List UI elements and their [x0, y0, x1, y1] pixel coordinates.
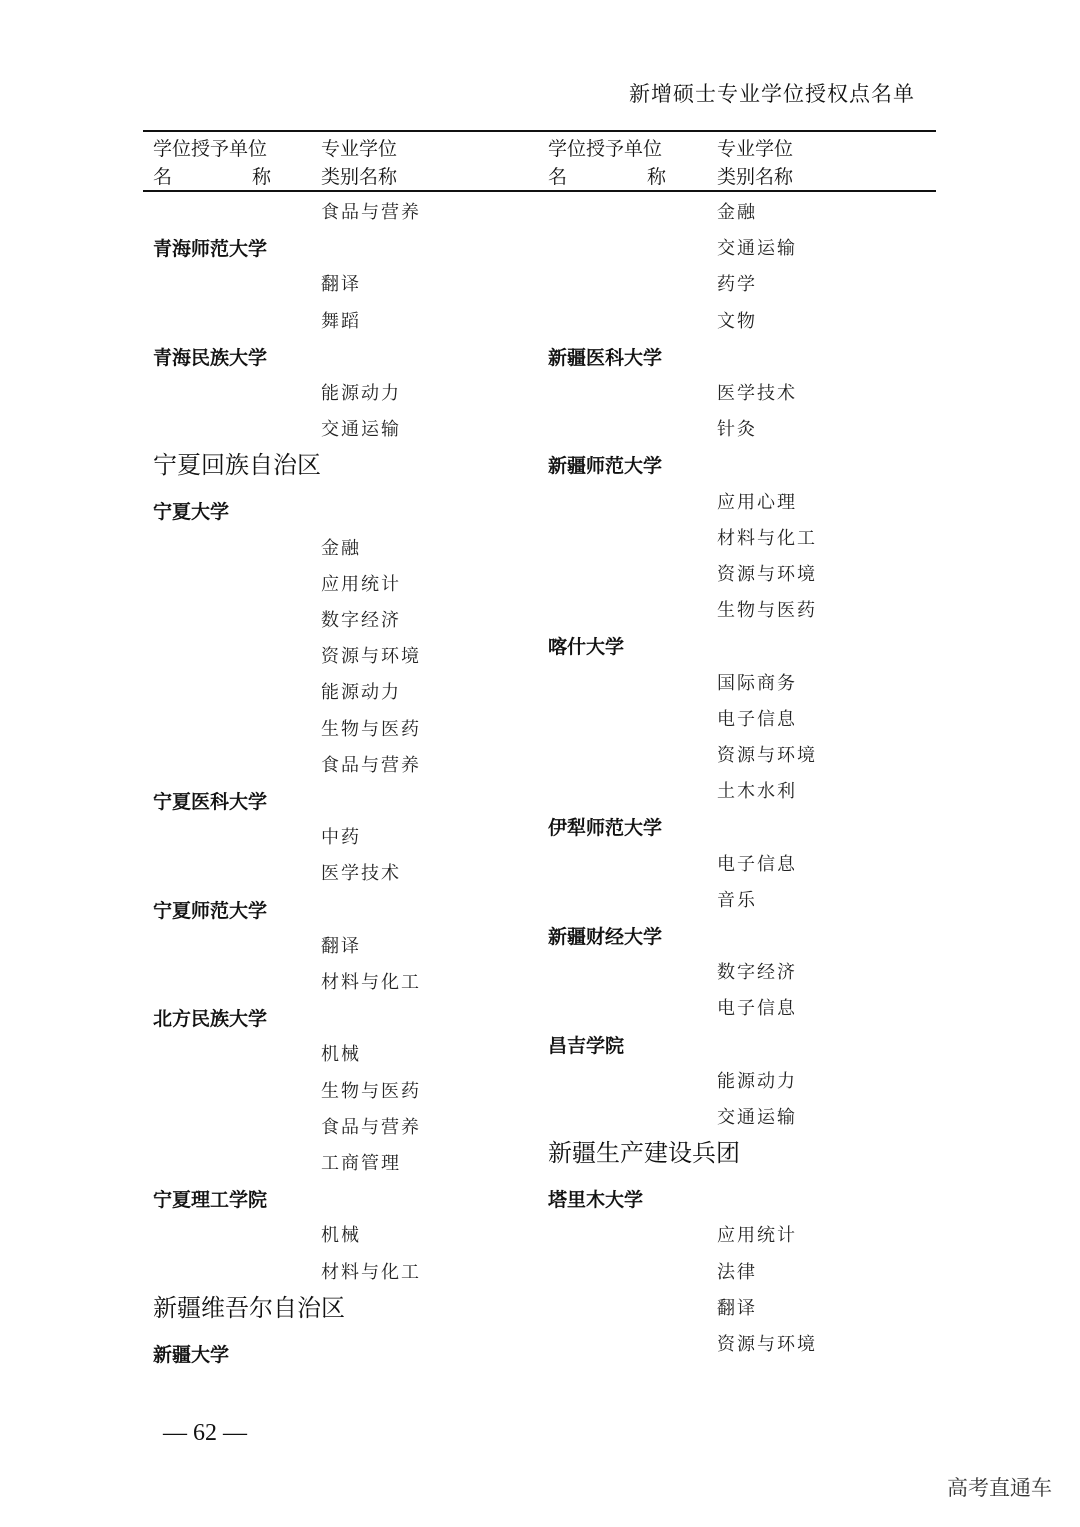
left-degree-category: 生物与医药	[321, 718, 421, 740]
left-degree-category: 能源动力	[321, 682, 401, 704]
right-degree-category: 土木水利	[717, 781, 797, 803]
left-degree-category: 中药	[321, 827, 361, 849]
left-degree-category: 翻译	[321, 274, 361, 296]
right-unit-header-line1: 学位授予单位	[548, 138, 663, 160]
left-university-name: 宁夏理工学院	[153, 1189, 268, 1212]
left-degree-category: 金融	[321, 537, 361, 559]
left-degree-category: 食品与营养	[321, 1116, 421, 1138]
right-degree-category: 资源与环境	[717, 564, 817, 585]
left-unit-header-char-b: 称	[251, 166, 271, 188]
right-degree-category: 音乐	[717, 889, 757, 911]
left-degree-category: 交通运输	[321, 419, 401, 441]
right-degree-category: 交通运输	[717, 1107, 797, 1128]
right-university-name: 新疆医科大学	[548, 346, 663, 369]
left-unit-header	[153, 135, 271, 191]
right-degree-category: 国际商务	[717, 672, 797, 694]
table-header-rule	[143, 190, 936, 192]
left-degree-category: 舞蹈	[321, 310, 361, 332]
left-unit-header-line1: 学位授予单位	[153, 138, 268, 160]
left-degree-category: 机械	[321, 1225, 361, 1247]
page-number: — 62 —	[163, 1420, 247, 1446]
right-type-header-line1: 专业学位	[717, 138, 794, 160]
left-university-name: 青海民族大学	[153, 346, 268, 369]
right-degree-category: 应用统计	[717, 1225, 797, 1247]
right-degree-category: 药学	[717, 274, 757, 296]
right-degree-category: 电子信息	[717, 998, 797, 1020]
right-university-name: 伊犁师范大学	[548, 817, 663, 840]
right-degree-category: 法律	[717, 1261, 757, 1283]
right-degree-category: 金融	[717, 202, 757, 223]
right-degree-category: 数字经济	[717, 962, 797, 984]
right-university-name: 新疆财经大学	[548, 926, 663, 948]
right-unit-header	[548, 135, 666, 191]
right-degree-category: 文物	[717, 310, 757, 332]
right-unit-header-char-a: 名	[548, 166, 568, 188]
left-degree-category: 工商管理	[321, 1152, 401, 1174]
right-type-header-line2: 类别名称	[717, 166, 794, 188]
left-degree-category: 材料与化工	[321, 1261, 421, 1283]
left-university-name: 青海师范大学	[153, 238, 268, 261]
left-region-heading: 新疆维吾尔自治区	[153, 1293, 345, 1322]
left-type-header	[321, 135, 397, 191]
left-degree-category: 应用统计	[321, 573, 401, 595]
right-degree-category: 材料与化工	[717, 527, 817, 549]
left-degree-category: 资源与环境	[321, 646, 421, 668]
right-degree-category: 生物与医药	[717, 600, 817, 622]
right-degree-category: 针灸	[717, 419, 757, 441]
right-unit-header-line2	[548, 163, 666, 191]
left-degree-category: 能源动力	[321, 383, 401, 404]
left-type-header-line2: 类别名称	[321, 166, 398, 188]
right-degree-category: 电子信息	[717, 708, 797, 730]
left-university-name: 宁夏医科大学	[153, 790, 268, 813]
right-degree-category: 翻译	[717, 1297, 757, 1319]
left-type-header-line1: 专业学位	[321, 138, 398, 160]
left-degree-category: 数字经济	[321, 609, 401, 631]
right-university-name: 新疆师范大学	[548, 455, 663, 478]
right-degree-category: 交通运输	[717, 238, 797, 260]
left-degree-category: 生物与医药	[321, 1080, 421, 1102]
left-unit-header-char-a: 名	[153, 166, 173, 188]
left-degree-category: 机械	[321, 1044, 361, 1066]
left-degree-category: 材料与化工	[321, 971, 421, 993]
right-unit-header-char-b: 称	[646, 166, 666, 188]
right-degree-category: 能源动力	[717, 1070, 797, 1092]
page-title: 新增硕士专业学位授权点名单	[629, 82, 915, 106]
right-type-header	[717, 135, 793, 191]
right-degree-category: 资源与环境	[717, 745, 817, 766]
left-university-name: 宁夏大学	[153, 501, 230, 524]
left-university-name: 宁夏师范大学	[153, 899, 268, 922]
right-university-name: 喀什大学	[548, 636, 625, 659]
right-degree-category: 医学技术	[717, 383, 797, 404]
left-university-name: 新疆大学	[153, 1343, 230, 1366]
right-region-heading: 新疆生产建设兵团	[548, 1139, 740, 1168]
left-degree-category: 医学技术	[321, 863, 401, 885]
left-region-heading: 宁夏回族自治区	[153, 451, 321, 480]
left-unit-header-line2	[153, 163, 271, 191]
left-degree-category: 翻译	[321, 935, 361, 957]
table-top-rule	[143, 130, 936, 132]
right-university-name: 塔里木大学	[548, 1189, 644, 1212]
watermark: 高考直通车	[947, 1476, 1052, 1500]
right-university-name: 昌吉学院	[548, 1034, 625, 1057]
left-university-name: 北方民族大学	[153, 1008, 268, 1031]
right-degree-category: 应用心理	[717, 491, 797, 513]
left-degree-category: 食品与营养	[321, 754, 421, 776]
right-degree-category: 电子信息	[717, 853, 797, 875]
left-degree-category: 食品与营养	[321, 202, 421, 223]
right-degree-category: 资源与环境	[717, 1333, 817, 1355]
